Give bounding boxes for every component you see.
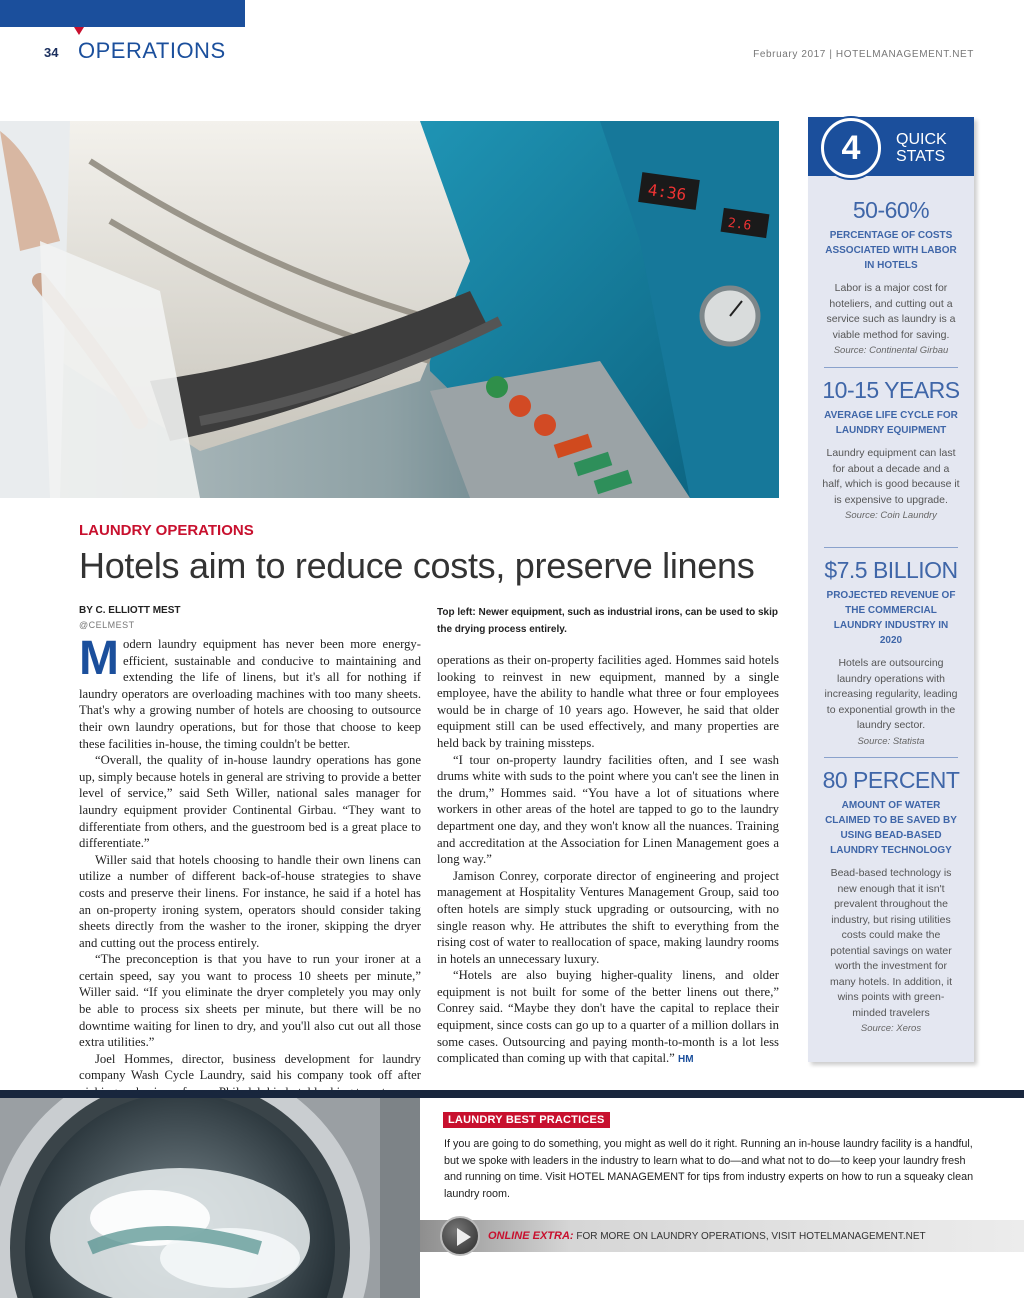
stat-figure: 50-60% bbox=[852, 197, 930, 223]
best-practices-text: If you are going to do something, you might as well do it right. Running an in-house laundry facility is a handful, but we spoke with leaders in the industry to learn what to do—and what not to do—to keep your laundry fresh and running on time. Visit HOTEL MANAGEMENT for tips from industry experts on how to run a squeaky clean laundry room. bbox=[444, 1138, 974, 1200]
stat-block bbox=[822, 377, 960, 521]
stat-description: Bead-based technology is new enough that it isn't prevalent throughout the industry, but rising utilities costs could make the potential savings on water worth the investment for many hotels. In addition, it wins points with green-minded travelers bbox=[830, 867, 952, 1019]
industrial-ironer-photo bbox=[0, 121, 779, 498]
display-readout-1: 4:36 bbox=[646, 180, 688, 205]
online-extra-label: ONLINE EXTRA: bbox=[488, 1230, 574, 1242]
stat-subtitle: PERCENTAGE OF COSTS ASSOCIATED WITH LABOR IN HOTELS bbox=[825, 230, 957, 271]
article-paragraph: Willer said that hotels choosing to handle their own linens can utilize a number of different back-of-house strategies to shave costs and preserve their linens. For instance, he said if a hotel has an on-property ironing system, operators should consider taking sheets directly from the washer to the ironer, skipping the dryer and cutting out the process entirely. bbox=[79, 852, 421, 950]
stat-divider bbox=[824, 367, 958, 368]
stat-source: Source: Xeros bbox=[860, 1023, 922, 1034]
quick-stats-title-line2: STATS bbox=[896, 148, 946, 165]
article-paragraph bbox=[79, 632, 421, 752]
stat-block bbox=[822, 767, 960, 1034]
paragraph-text: odern laundry equipment has never been more energy-efficient, sustainable and conducive to maintaining and extending the life of linens, but it's all for nothing if laundry operators are overloading machines with too many sheets. That's why a growing number of hotels are choosing to outsource their own laundry operations, but for those that choose to keep these facilities in-house, the timing couldn't be better. bbox=[79, 637, 421, 751]
page-number: 34 bbox=[44, 45, 59, 60]
quick-stats-number-badge: 4 bbox=[821, 118, 881, 178]
drop-cap: M bbox=[79, 632, 119, 685]
ironer-illustration bbox=[0, 121, 779, 498]
stat-source: Source: Statista bbox=[857, 735, 925, 747]
article-column-right bbox=[437, 652, 779, 1069]
stat-divider bbox=[824, 547, 958, 548]
issue-date-and-site: February 2017 | HOTELMANAGEMENT.NET bbox=[753, 49, 974, 60]
article-paragraph: Jamison Conrey, corporate director of engineering and project management at Hospitality Ventures Management Group, said too often hotels are simply stuck upgrading or outsourcing, with no single reason why. He attributes the shift to everything from the rising cost of water to reallocation of space, making laundry rooms in hotels an unnecessary luxury. bbox=[437, 868, 779, 966]
stat-divider bbox=[824, 757, 958, 758]
stat-description: Laundry equipment can last for about a decade and a half, which is good because it is expensive to upgrade. bbox=[822, 447, 960, 506]
play-triangle-icon bbox=[457, 1228, 471, 1246]
article-paragraph: “The preconception is that you have to run your ironer at a certain speed, say you want to process 10 sheets per minute,” Willer said. “If you eliminate the dryer completely you may only be able to process six sheets per minute, but there will be no downtime waiting for linen to dry, and you'll also cut out all those extra utilities.” bbox=[79, 952, 421, 1050]
stat-description: Labor is a major cost for hoteliers, and cutting out a service such as laundry is a viable method for saving. bbox=[826, 282, 956, 341]
photo-caption: Top left: Newer equipment, such as industrial irons, can be used to skip the drying process entirely. bbox=[437, 607, 778, 635]
article-paragraph: “Overall, the quality of in-house laundry operations has gone up, simply because hotels in general are striving to provide a better level of service,” said Seth Willer, national sales manager for laundry equipment provider Continental Girbau. “They want to differentiate from others, and the guestroom bed is a great place to differentiate.” bbox=[79, 753, 421, 851]
best-practices-tag: LAUNDRY BEST PRACTICES bbox=[443, 1112, 610, 1128]
article-paragraph: Joel Hommes, director, business development for laundry company Wash Cycle Laundry, said his company took off after bbox=[79, 1051, 421, 1083]
paragraph-text: “Hotels are also buying higher-quality linens, and older equipment is not built for some of the better linens out there,” Conrey said. “Maybe they don't have the capital to replace their equipment, since costs can go up to a quarter of a million dollars in some cases. Outsourcing and paying month-to-month is a lot less complicated than coming up with that capital.” bbox=[437, 968, 779, 1066]
stat-block bbox=[822, 197, 960, 356]
article-paragraph: “I tour on-property laundry facilities often, and I see wash drums white with suds to the point where you can't see the linen in the drum,” Hommes said. “You have a lot of situations where workers in other areas of the hotel are tapped to go to the laundry department one day, and they won't know all the nuances. Training and accreditation at the Association for Linen Management goes a long way.” bbox=[437, 752, 779, 867]
header-notch bbox=[74, 27, 84, 35]
online-extra-link[interactable]: FOR MORE ON LAUNDRY OPERATIONS, VISIT HOTELMANAGEMENT.NET bbox=[576, 1231, 926, 1242]
section-label: OPERATIONS bbox=[78, 38, 226, 63]
section-divider-bar bbox=[0, 1090, 1024, 1098]
washer-drum-illustration bbox=[0, 1098, 420, 1298]
stat-source: Source: Coin Laundry bbox=[845, 510, 937, 521]
stat-source: Source: Continental Girbau bbox=[833, 345, 949, 356]
quick-stats-sidebar bbox=[808, 117, 974, 1062]
header-color-bar bbox=[0, 0, 245, 27]
article-kicker: LAUNDRY OPERATIONS bbox=[79, 522, 254, 539]
article-column-left bbox=[79, 632, 421, 1101]
stat-block bbox=[822, 557, 960, 747]
play-icon[interactable] bbox=[440, 1216, 480, 1256]
end-mark: HM bbox=[678, 1054, 694, 1066]
quick-stats-title bbox=[896, 131, 966, 165]
stat-subtitle: PROJECTED REVENUE OF THE COMMERCIAL LAUNDRY INDUSTRY IN 2020 bbox=[826, 590, 956, 646]
stat-figure: 80 PERCENT bbox=[822, 767, 960, 793]
article-paragraph: operations as their on-property facilities aged. Hommes said hotels looking to reinvest in new equipment, manned by a single employee, have the ability to handle what three or four employees would be in charge of 10 years ago. However, he said that older equipment still can be used effectively, and many properties are held back by training missteps. bbox=[437, 653, 779, 750]
quick-stats-title-line1: QUICK bbox=[896, 131, 947, 148]
stat-description: Hotels are outsourcing laundry operations with increasing regularity, leading to exponential growth in the laundry sector. bbox=[824, 657, 958, 731]
article-headline: Hotels aim to reduce costs, preserve linens bbox=[79, 545, 755, 586]
stat-figure: 10-15 YEARS bbox=[822, 377, 960, 403]
stat-subtitle: AMOUNT OF WATER CLAIMED TO BE SAVED BY USING BEAD-BASED LAUNDRY TECHNOLOGY bbox=[825, 800, 957, 856]
display-readout-2: 2.6 bbox=[726, 215, 753, 234]
online-extra-text[interactable] bbox=[488, 1230, 926, 1242]
article-byline: BY C. ELLIOTT MEST bbox=[79, 605, 181, 616]
stat-subtitle: AVERAGE LIFE CYCLE FOR LAUNDRY EQUIPMENT bbox=[824, 410, 958, 436]
author-handle: @CELMEST bbox=[79, 620, 135, 630]
stat-figure: $7.5 BILLION bbox=[824, 557, 958, 583]
washing-machine-photo bbox=[0, 1098, 420, 1298]
article-paragraph bbox=[437, 967, 779, 1069]
